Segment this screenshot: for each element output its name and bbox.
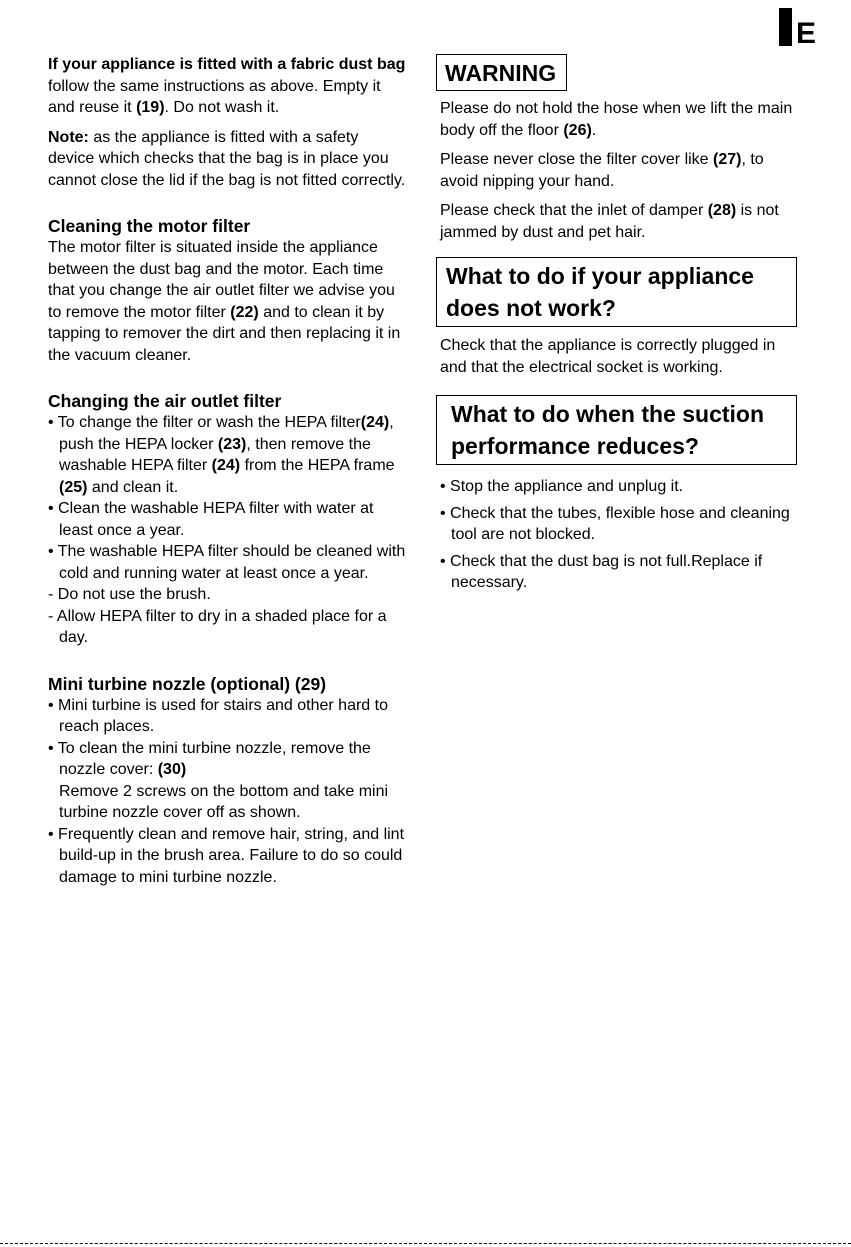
turbine-section (48, 673, 408, 889)
figure-ref: (27) (713, 151, 742, 168)
note-paragraph (48, 127, 408, 192)
section-heading: Changing the air outlet filter (48, 391, 282, 411)
suction-title: What to do when the suction performance reduces? (436, 395, 797, 465)
figure-ref: (19) (136, 99, 165, 116)
list-item: • Clean the washable HEPA filter with water at least once a year. (48, 500, 374, 539)
not-work-title: What to do if your appliance does not work? (436, 257, 797, 327)
list-item (48, 412, 408, 498)
list-item (48, 738, 408, 824)
air-outlet-section (48, 390, 408, 649)
left-column (48, 54, 408, 888)
figure-ref: (28) (707, 202, 737, 219)
text: Please never close the filter cover like (440, 151, 714, 168)
list-item: • Check that the dust bag is not full.Replace if necessary. (440, 552, 763, 591)
section-heading: Mini turbine nozzle (optional) (29) (48, 673, 327, 694)
figure-ref: (24) (211, 457, 241, 474)
note-label: Note: (48, 128, 89, 146)
warning-paragraph (440, 149, 800, 192)
text: Remove 2 screws on the bottom and take mini turbine nozzle cover off as shown. (59, 782, 389, 821)
air-outlet-list (48, 412, 408, 649)
page-bottom-rule (0, 1243, 851, 1244)
fabric-bag-text-end: . Do not wash it. (164, 99, 280, 116)
motor-filter-text-end: and to clean it by tapping to remover the dirt and then replacing it in the vacuum cleaner. (48, 303, 401, 364)
fabric-bag-text: follow the same instructions as above. Empty it and reuse it (48, 77, 381, 116)
figure-ref: (23) (217, 435, 247, 453)
warning-paragraph (440, 98, 800, 141)
fabric-bag-paragraph (48, 54, 408, 119)
text: from the HEPA frame (240, 457, 395, 474)
text: , to avoid nipping your hand. (440, 151, 764, 190)
list-item: • Frequently clean and remove hair, string, and lint build-up in the brush area. Failure to do so could damage to mini turbine nozzle. (48, 825, 405, 886)
turbine-list (48, 695, 408, 889)
motor-filter-text: The motor filter is situated inside the appliance between the dust bag and the motor. Each time that you change the air outlet filter we advise you to remove the motor filter (48, 239, 395, 321)
right-column (440, 54, 800, 594)
text: • To clean the mini turbine nozzle, remove the nozzle cover: (48, 739, 371, 778)
note-text: as the appliance is fitted with a safety device which checks that the bag is in place you cannot close the lid if the bag is not fitted correctly. (48, 128, 406, 189)
figure-ref: (30) (157, 761, 187, 778)
text: . (591, 121, 597, 139)
text: • To change the filter or wash the HEPA filter (48, 414, 361, 431)
sub-list-item: - Do not use the brush. (48, 586, 211, 603)
fabric-bag-lead: If your appliance is fitted with a fabric dust bag (48, 56, 406, 73)
text: and clean it. (87, 478, 179, 496)
list-item: • Stop the appliance and unplug it. (440, 478, 684, 495)
text: Please do not hold the hose when we lift the main body off the floor (440, 100, 793, 139)
not-work-paragraph: Check that the appliance is correctly plugged in and that the electrical socket is working. (440, 337, 776, 376)
motor-filter-section (48, 215, 408, 366)
list-item: • Check that the tubes, flexible hose and cleaning tool are not blocked. (440, 504, 790, 543)
section-heading: Cleaning the motor filter (48, 216, 251, 236)
text: is not jammed by dust and pet hair. (440, 202, 779, 241)
warning-title: WARNING (436, 54, 567, 91)
text: , then remove the washable HEPA filter (59, 435, 371, 474)
language-marker-bar (779, 8, 792, 46)
text: Please check that the inlet of damper (440, 202, 708, 219)
figure-ref: (22) (230, 303, 259, 321)
text: , push the HEPA locker (59, 414, 394, 453)
motor-filter-paragraph (48, 237, 408, 366)
figure-ref: (25) (59, 478, 88, 496)
list-item: • The washable HEPA filter should be cleaned with cold and running water at least once a year. (48, 543, 406, 582)
list-item: • Mini turbine is used for stairs and other hard to reach places. (48, 696, 388, 735)
language-letter: E (796, 17, 817, 50)
sub-list-item: - Allow HEPA filter to dry in a shaded place for a day. (48, 607, 387, 646)
figure-ref: (24) (360, 414, 390, 431)
warning-paragraph (440, 200, 800, 243)
suction-list (440, 476, 800, 594)
figure-ref: (26) (563, 121, 592, 139)
